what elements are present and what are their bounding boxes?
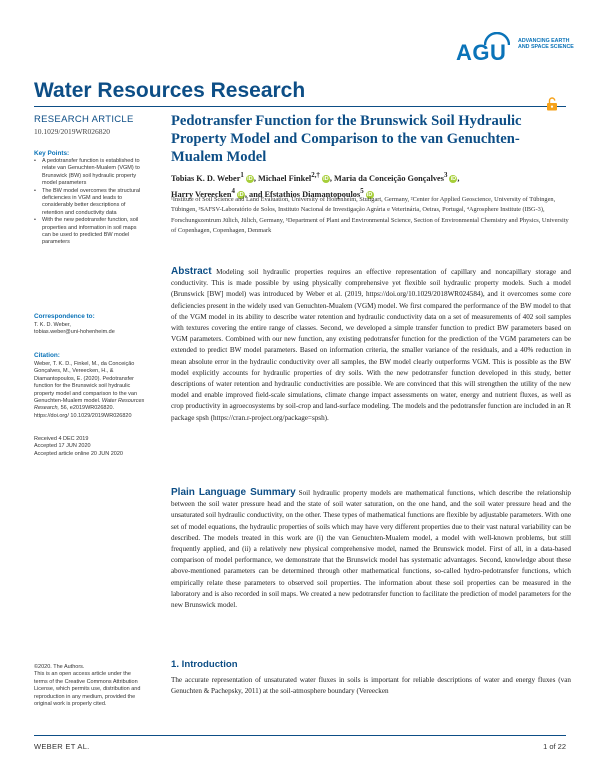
author-affiliation-mark: 2,† xyxy=(311,172,320,179)
correspondence-email[interactable]: tobias.weber@uni-hohenheim.de xyxy=(34,329,115,336)
author-separator: , xyxy=(253,173,256,183)
orcid-icon[interactable]: iD xyxy=(247,175,253,182)
abstract-section xyxy=(171,266,571,424)
header-divider xyxy=(34,106,566,107)
copyright-year: ©2020. The Authors. xyxy=(34,664,85,670)
open-access-lock-icon xyxy=(546,97,558,111)
author-affiliation-mark: 3 xyxy=(443,172,448,179)
author-affiliation-mark: 4 xyxy=(231,187,235,195)
key-points-list xyxy=(34,158,146,247)
affiliations: ¹Institute of Soil Science and Land Evaluation, University of Hohenheim, Stuttgart, Germany, ²Center for Applied Geoscience, University of Tübingen, Tübingen, ³SAFSV-Laboratório de Solos, Instituto Nacional de Investigação Agrária e Veterinária, Oeiras, Portugal, ⁴Agrosphere Institute (IBG-3), Forschungszentrum Jülich, Jülich, Germany, ⁵Department of Plant and Environmental Science, Section of Environmental Chemistry and Physics, University of Copenhagen, Copenhagen, Denmark xyxy=(171,196,569,235)
citation-main: Weber, T. K. D., Finkel, M., da Conceição Gonçalves, M., Vereecken, H., & Diamantopoulos, E. (2020). Pedotransfer function for the Brunswick soil hydraulic property model and comparison to the van Genuchten-Mualem model. xyxy=(34,361,138,405)
article-dates xyxy=(34,436,146,458)
plain-language-summary-heading: Plain Language Summary xyxy=(171,487,296,498)
author-name: Michael Finkel xyxy=(258,173,312,183)
author-separator: , xyxy=(329,173,332,183)
key-point-item: • The BW model overcomes the structural deficiencies in VGM and leads to considerably better descriptions of retention and conductivity data xyxy=(34,188,146,218)
orcid-icon[interactable]: iD xyxy=(450,175,457,182)
author-name: Maria da Conceição Gonçalves xyxy=(334,173,444,183)
page-number: 1 of 22 xyxy=(543,742,566,751)
author-and: , and xyxy=(244,189,263,199)
citation-label: Citation: xyxy=(34,352,60,359)
footer-divider xyxy=(34,735,566,736)
citation-tail[interactable]: 56, e2019WR026820. https://doi.org/ 10.1029/2019WR026820 xyxy=(34,405,132,419)
plain-language-summary-section xyxy=(171,487,571,611)
orcid-icon[interactable]: iD xyxy=(323,175,329,182)
correspondence-label: Correspondence to: xyxy=(34,313,95,320)
license-text: This is an open access article under the terms of the Creative Commons Attribution License, which permits use, distribution and reproduction in any medium, provided the original work is properly cited. xyxy=(34,671,141,708)
article-title: Pedotransfer Function for the Brunswick Soil Hydraulic Property Model and Comparison to the van Genuchten-Mualem Model xyxy=(171,113,522,165)
orcid-icon[interactable]: iD xyxy=(366,191,373,198)
author-affiliation-mark: 1 xyxy=(240,172,244,179)
orcid-icon[interactable]: iD xyxy=(238,191,244,198)
correspondence-block xyxy=(34,322,146,337)
citation-text xyxy=(34,361,146,420)
key-point-item: • A pedotransfer function is established to relate van Genuchten-Mualem (VGM) to Brunswick (BW) soil hydraulic property model parameters xyxy=(34,158,146,188)
accepted-date: Accepted 17 JUN 2020 xyxy=(34,443,91,450)
footer-author: WEBER ET AL. xyxy=(34,742,90,751)
publisher-logo[interactable] xyxy=(456,38,576,68)
author-name: Harry Vereecken xyxy=(171,189,232,199)
publisher-tagline: ADVANCING EARTH AND SPACE SCIENCE xyxy=(518,38,574,51)
publisher-logo-text: AGU xyxy=(456,40,507,65)
author-name: Efstathios Diamantopoulos xyxy=(264,189,361,199)
introduction-text: The accurate representation of unsaturated water fluxes in soils is important for reliable descriptions of water and energy fluxes (van Genuchten & Pachepsky, 2011) at the soil-atmosphere boundary (Vereecken xyxy=(171,676,571,696)
citation-journal: Water Resources Research, xyxy=(34,398,145,412)
journal-title: Water Resources Research xyxy=(34,79,306,102)
abstract-heading: Abstract xyxy=(171,266,212,277)
author-affiliation-mark: 5 xyxy=(360,187,364,195)
article-type: RESEARCH ARTICLE xyxy=(34,114,134,125)
correspondence-name: T. K. D. Weber, xyxy=(34,322,71,328)
key-point-item: • With the new pedotransfer function, soil properties and information in soil maps can be used to predicted BW model parameters xyxy=(34,217,146,247)
plain-language-summary-text: Soil hydraulic property models are mathematical functions, which describe the relationship between the soil water pressure head and the state of soil water saturation, on the one hand, and the soil water pressure head and the unsaturated soil hydraulic conductivity, on the other. These types of mathematical functions are flexible by adjustable parameters. With one set of model equations, the hydraulic properties of soils which may have very different properties due to their vast natural variability can be described. The models treated in this work are (i) the van Genuchten-Mualem model, a model with well-known problems, but still frequently applied, and (ii) a relatively new physical comprehensive model, named the Brunswick model. First of all, in a data-based comparison of model performance, we demonstrate that the Brunswick model has systematic advantages. Second, knowledge about these above-mentioned parameters can be determined through other mathematical functions, so-called hydro-pedotransfer functions, which empirically relate these parameters to observed soil properties. The information about these soil properties can be measured in the laboratory and is also recorded in soil maps. We created a new pedotransfer function to facilitate the prediction of model parameters for the new Brunswick model. xyxy=(171,489,571,610)
introduction-heading: 1. Introduction xyxy=(171,659,238,670)
author-name: Tobias K. D. Weber xyxy=(171,173,241,183)
received-date: Received 4 DEC 2019 xyxy=(34,436,89,442)
abstract-text: Modeling soil hydraulic properties requires an effective representation of capillary and noncapillary storage and conductivity. This is made possible by using physically comprehensive yet flexible soil hydraulic property models. Such a model (Brunswick [BW] model) was introduced by Weber et al. (2019, https://doi.org/10.1029/2018WR024584), and it overcomes some core deficiencies present in the widely used van Genuchten-Mualem (VGM) model. We first compared the performance of the BW model to that of the VGM model in its ability to describe water retention and hydraulic conductivity data on a set of measurements of 402 soil samples with textures covering the entire range of classes. Second, we developed a simple transfer function to predict BW parameters based on VGM parameters. Combined with our new function, any existing pedotransfer function for the prediction of the VGM parameters can be extended to predict BW model parameters. Based on information criteria, the smaller variance of the residuals, and a 40% reduction in mean absolute error in the hydraulic conductivity over all samples, the BW model clearly outperforms VGM. This is possible as the BW model explicitly accounts for hydraulic properties of dry soils. With the new pedotransfer function developed in this study, better descriptions of water retention and hydraulic conductivities are possible. We are convinced that this will strengthen the utility of the new model and enable improved field-scale simulations, climate change impact assessments on water, energy and nutrient fluxes, as well as crop productivity in agroecosystems by soil-crop and land-surface modeling. The models and the pedotransfer function are included in an R package spsh (https://cran.r-project.org/package=spsh). xyxy=(171,268,571,422)
article-doi[interactable]: 10.1029/2019WR026820 xyxy=(34,127,111,136)
author-separator: , xyxy=(457,173,460,183)
copyright-notice xyxy=(34,664,146,708)
key-points-label: Key Points: xyxy=(34,150,70,157)
online-date: Accepted article online 20 JUN 2020 xyxy=(34,450,123,457)
